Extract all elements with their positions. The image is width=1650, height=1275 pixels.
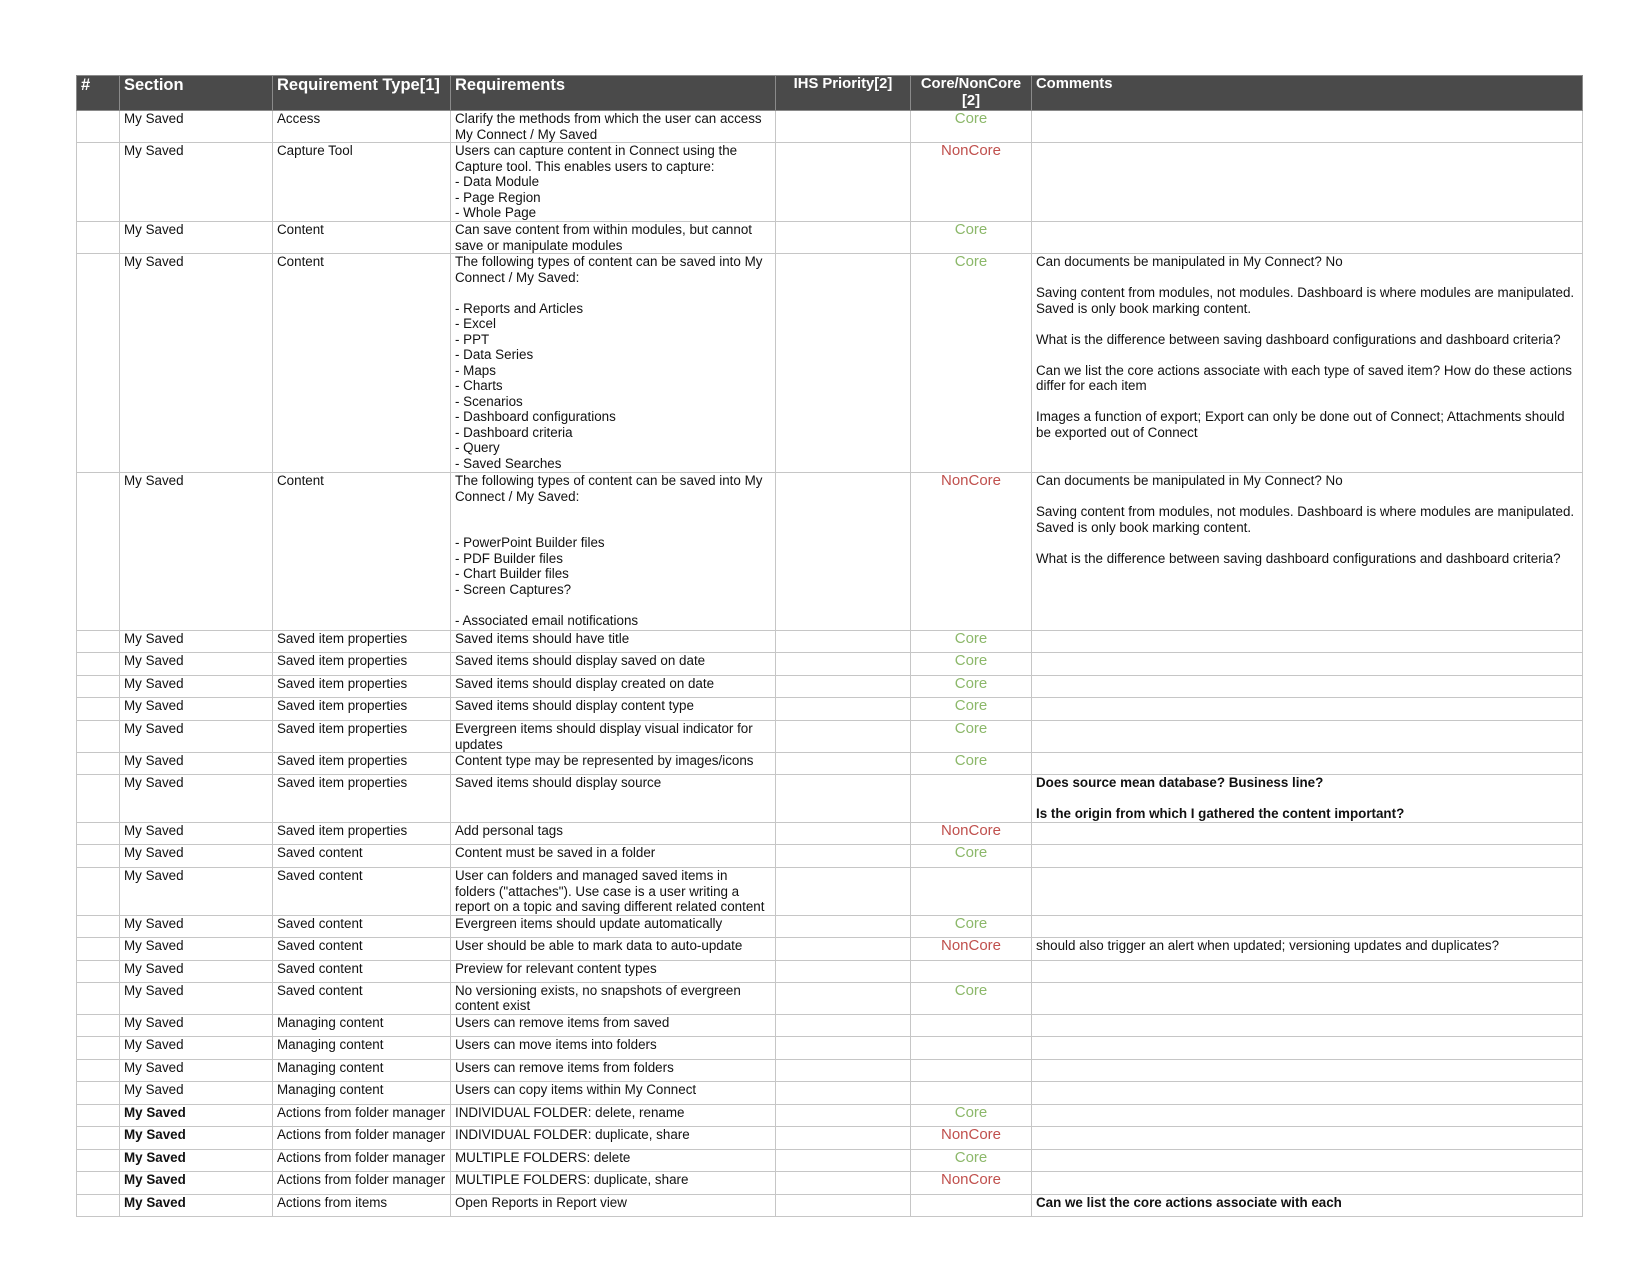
row-number-cell — [77, 254, 120, 473]
section-cell: My Saved — [120, 143, 273, 222]
ihs-priority-cell — [776, 775, 911, 823]
table-row — [77, 653, 1583, 676]
comments-cell — [1032, 111, 1583, 143]
requirement-type-cell: Actions from items — [273, 1194, 451, 1216]
ihs-priority-cell — [776, 473, 911, 631]
requirement-type-cell: Saved item properties — [273, 631, 451, 653]
table-row — [77, 960, 1583, 982]
requirement-type-cell: Saved content — [273, 982, 451, 1014]
section-cell: My Saved — [120, 1014, 273, 1036]
comments-cell: Does source mean database? Business line? Is the origin from which I gathered the content important? — [1032, 775, 1583, 823]
row-number-cell — [77, 1126, 120, 1149]
ihs-priority-cell — [776, 721, 911, 753]
ihs-priority-cell — [776, 868, 911, 916]
core-noncore-cell — [911, 1081, 1032, 1104]
requirement-cell: Saved items should display saved on date — [451, 653, 776, 676]
requirement-cell: Users can copy items within My Connect — [451, 1081, 776, 1104]
col-header-comments: Comments — [1032, 76, 1583, 111]
section-cell: My Saved — [120, 982, 273, 1014]
section-cell: My Saved — [120, 1081, 273, 1104]
requirement-cell: Evergreen items should update automatically — [451, 915, 776, 937]
core-noncore-cell — [911, 960, 1032, 982]
core-noncore-cell: Core — [911, 111, 1032, 143]
requirement-type-cell: Managing content — [273, 1059, 451, 1081]
core-noncore-cell: Core — [911, 222, 1032, 254]
core-noncore-cell: NonCore — [911, 1171, 1032, 1194]
section-cell: My Saved — [120, 1036, 273, 1059]
requirement-type-cell: Actions from folder manager — [273, 1126, 451, 1149]
requirement-cell: MULTIPLE FOLDERS: delete — [451, 1149, 776, 1171]
comments-cell: Can we list the core actions associate with each — [1032, 1194, 1583, 1216]
ihs-priority-cell — [776, 676, 911, 698]
comments-cell — [1032, 1149, 1583, 1171]
section-cell: My Saved — [120, 868, 273, 916]
row-number-cell — [77, 111, 120, 143]
row-number-cell — [77, 1171, 120, 1194]
core-noncore-cell: NonCore — [911, 823, 1032, 845]
col-header-section: Section — [120, 76, 273, 111]
table-row — [77, 1104, 1583, 1126]
requirement-type-cell: Content — [273, 222, 451, 254]
table-row — [77, 1014, 1583, 1036]
core-noncore-cell — [911, 775, 1032, 823]
section-cell: My Saved — [120, 960, 273, 982]
table-row — [77, 1126, 1583, 1149]
core-noncore-cell: Core — [911, 753, 1032, 775]
requirement-cell: No versioning exists, no snapshots of evergreen content exist — [451, 982, 776, 1014]
comments-cell: Can documents be manipulated in My Connect? No Saving content from modules, not modules. Dashboard is where modules are manipulated. Saved is only book marking content. What is the difference between saving dashboard configurations and dashboard criteria? — [1032, 473, 1583, 631]
ihs-priority-cell — [776, 111, 911, 143]
comments-cell — [1032, 915, 1583, 937]
row-number-cell — [77, 1104, 120, 1126]
table-row — [77, 1149, 1583, 1171]
ihs-priority-cell — [776, 960, 911, 982]
requirement-cell: Saved items should display created on date — [451, 676, 776, 698]
section-cell: My Saved — [120, 653, 273, 676]
ihs-priority-cell — [776, 698, 911, 721]
requirement-type-cell: Saved item properties — [273, 676, 451, 698]
ihs-priority-cell — [776, 254, 911, 473]
ihs-priority-cell — [776, 1194, 911, 1216]
section-cell: My Saved — [120, 1126, 273, 1149]
ihs-priority-cell — [776, 1014, 911, 1036]
ihs-priority-cell — [776, 1126, 911, 1149]
requirement-type-cell: Managing content — [273, 1014, 451, 1036]
row-number-cell — [77, 631, 120, 653]
requirement-type-cell: Access — [273, 111, 451, 143]
comments-cell — [1032, 1081, 1583, 1104]
section-cell: My Saved — [120, 775, 273, 823]
section-cell: My Saved — [120, 254, 273, 473]
core-noncore-cell: Core — [911, 254, 1032, 473]
section-cell: My Saved — [120, 676, 273, 698]
row-number-cell — [77, 1036, 120, 1059]
ihs-priority-cell — [776, 1171, 911, 1194]
section-cell: My Saved — [120, 823, 273, 845]
comments-cell — [1032, 982, 1583, 1014]
row-number-cell — [77, 676, 120, 698]
table-row — [77, 222, 1583, 254]
comments-cell — [1032, 753, 1583, 775]
row-number-cell — [77, 473, 120, 631]
col-header-ihs-priority: IHS Priority[2] — [776, 76, 911, 111]
section-cell: My Saved — [120, 915, 273, 937]
section-cell: My Saved — [120, 1171, 273, 1194]
requirement-type-cell: Saved content — [273, 845, 451, 868]
core-noncore-cell: Core — [911, 1104, 1032, 1126]
ihs-priority-cell — [776, 982, 911, 1014]
requirement-cell: Users can remove items from folders — [451, 1059, 776, 1081]
requirement-cell: The following types of content can be saved into My Connect / My Saved: - PowerPoint Builder files - PDF Builder files - Chart Builder files - Screen Captures? - Associated email notifications — [451, 473, 776, 631]
row-number-cell — [77, 1059, 120, 1081]
ihs-priority-cell — [776, 143, 911, 222]
requirement-cell: Saved items should display source — [451, 775, 776, 823]
comments-cell — [1032, 1104, 1583, 1126]
comments-cell — [1032, 845, 1583, 868]
row-number-cell — [77, 937, 120, 960]
core-noncore-cell: Core — [911, 698, 1032, 721]
requirement-cell: Saved items should have title — [451, 631, 776, 653]
ihs-priority-cell — [776, 937, 911, 960]
comments-cell — [1032, 1036, 1583, 1059]
comments-cell — [1032, 823, 1583, 845]
requirement-cell: INDIVIDUAL FOLDER: delete, rename — [451, 1104, 776, 1126]
comments-cell — [1032, 222, 1583, 254]
ihs-priority-cell — [776, 1081, 911, 1104]
core-noncore-cell: NonCore — [911, 473, 1032, 631]
requirement-cell: The following types of content can be saved into My Connect / My Saved: - Reports and Articles - Excel - PPT - Data Series - Maps - Charts - Scenarios - Dashboard configurations - Dashboard criteria - Query - Saved Searches — [451, 254, 776, 473]
requirement-cell: Clarify the methods from which the user can access My Connect / My Saved — [451, 111, 776, 143]
table-row — [77, 937, 1583, 960]
row-number-cell — [77, 143, 120, 222]
table-row — [77, 823, 1583, 845]
requirement-type-cell: Saved content — [273, 960, 451, 982]
row-number-cell — [77, 1014, 120, 1036]
table-row — [77, 111, 1583, 143]
row-number-cell — [77, 982, 120, 1014]
row-number-cell — [77, 823, 120, 845]
ihs-priority-cell — [776, 753, 911, 775]
comments-cell — [1032, 676, 1583, 698]
ihs-priority-cell — [776, 823, 911, 845]
requirement-cell: Users can capture content in Connect using the Capture tool. This enables users to capture: - Data Module - Page Region - Whole Page — [451, 143, 776, 222]
row-number-cell — [77, 775, 120, 823]
core-noncore-cell — [911, 1014, 1032, 1036]
ihs-priority-cell — [776, 845, 911, 868]
row-number-cell — [77, 960, 120, 982]
col-header-number: # — [77, 76, 120, 111]
table-row — [77, 473, 1583, 631]
table-row — [77, 698, 1583, 721]
core-noncore-cell — [911, 868, 1032, 916]
comments-cell — [1032, 960, 1583, 982]
requirement-type-cell: Saved item properties — [273, 775, 451, 823]
table-row — [77, 1171, 1583, 1194]
section-cell: My Saved — [120, 721, 273, 753]
core-noncore-cell: NonCore — [911, 1126, 1032, 1149]
ihs-priority-cell — [776, 1059, 911, 1081]
requirement-type-cell: Managing content — [273, 1036, 451, 1059]
requirement-cell: User can folders and managed saved items in folders ("attaches"). Use case is a user writing a report on a topic and saving different related content — [451, 868, 776, 916]
requirement-cell: Add personal tags — [451, 823, 776, 845]
requirement-cell: MULTIPLE FOLDERS: duplicate, share — [451, 1171, 776, 1194]
requirement-type-cell: Saved item properties — [273, 753, 451, 775]
requirement-type-cell: Actions from folder manager — [273, 1171, 451, 1194]
requirement-cell: Preview for relevant content types — [451, 960, 776, 982]
table-row — [77, 1194, 1583, 1216]
comments-cell — [1032, 631, 1583, 653]
requirement-cell: User should be able to mark data to auto-update — [451, 937, 776, 960]
comments-cell: should also trigger an alert when updated; versioning updates and duplicates? — [1032, 937, 1583, 960]
section-cell: My Saved — [120, 1104, 273, 1126]
ihs-priority-cell — [776, 1104, 911, 1126]
core-noncore-cell — [911, 1036, 1032, 1059]
table-row — [77, 676, 1583, 698]
comments-cell — [1032, 143, 1583, 222]
core-noncore-cell: Core — [911, 721, 1032, 753]
section-cell: My Saved — [120, 1149, 273, 1171]
core-noncore-cell — [911, 1059, 1032, 1081]
section-cell: My Saved — [120, 1059, 273, 1081]
table-row — [77, 753, 1583, 775]
core-noncore-cell: Core — [911, 676, 1032, 698]
table-row — [77, 143, 1583, 222]
row-number-cell — [77, 1149, 120, 1171]
header-row — [77, 76, 1583, 111]
requirement-cell: Saved items should display content type — [451, 698, 776, 721]
ihs-priority-cell — [776, 915, 911, 937]
section-cell: My Saved — [120, 845, 273, 868]
row-number-cell — [77, 753, 120, 775]
table-row — [77, 775, 1583, 823]
core-noncore-cell: Core — [911, 982, 1032, 1014]
table-row — [77, 1036, 1583, 1059]
requirement-cell: Can save content from within modules, but cannot save or manipulate modules — [451, 222, 776, 254]
row-number-cell — [77, 698, 120, 721]
comments-cell — [1032, 653, 1583, 676]
requirement-cell: Content must be saved in a folder — [451, 845, 776, 868]
row-number-cell — [77, 915, 120, 937]
comments-cell — [1032, 868, 1583, 916]
col-header-requirement-type: Requirement Type[1] — [273, 76, 451, 111]
row-number-cell — [77, 1194, 120, 1216]
requirement-cell: INDIVIDUAL FOLDER: duplicate, share — [451, 1126, 776, 1149]
requirement-type-cell: Managing content — [273, 1081, 451, 1104]
section-cell: My Saved — [120, 698, 273, 721]
table-row — [77, 721, 1583, 753]
requirement-cell: Users can remove items from saved — [451, 1014, 776, 1036]
core-noncore-cell — [911, 1194, 1032, 1216]
section-cell: My Saved — [120, 222, 273, 254]
requirements-table — [76, 75, 1583, 1217]
row-number-cell — [77, 222, 120, 254]
table-row — [77, 915, 1583, 937]
requirement-type-cell: Saved content — [273, 868, 451, 916]
col-header-core-noncore: Core/NonCore [2] — [911, 76, 1032, 111]
requirement-type-cell: Capture Tool — [273, 143, 451, 222]
table-row — [77, 982, 1583, 1014]
comments-cell — [1032, 1126, 1583, 1149]
table-row — [77, 254, 1583, 473]
table-row — [77, 845, 1583, 868]
ihs-priority-cell — [776, 1149, 911, 1171]
comments-cell — [1032, 721, 1583, 753]
section-cell: My Saved — [120, 631, 273, 653]
table-row — [77, 631, 1583, 653]
ihs-priority-cell — [776, 631, 911, 653]
requirement-cell: Open Reports in Report view — [451, 1194, 776, 1216]
table-row — [77, 1059, 1583, 1081]
requirement-type-cell: Saved item properties — [273, 721, 451, 753]
row-number-cell — [77, 653, 120, 676]
requirement-type-cell: Saved item properties — [273, 698, 451, 721]
core-noncore-cell: NonCore — [911, 143, 1032, 222]
requirement-type-cell: Saved content — [273, 915, 451, 937]
section-cell: My Saved — [120, 937, 273, 960]
requirement-type-cell: Saved item properties — [273, 653, 451, 676]
requirement-type-cell: Content — [273, 254, 451, 473]
row-number-cell — [77, 1081, 120, 1104]
core-noncore-cell: Core — [911, 845, 1032, 868]
comments-cell: Can documents be manipulated in My Connect? No Saving content from modules, not modules. Dashboard is where modules are manipulated. Saved is only book marking content. What is the difference between saving dashboard configurations and dashboard criteria? Can we list the core actions associate with each type of saved item? How do these actions differ for each item Images a function of export; Export can only be done out of Connect; Attachments should be exported out of Connect — [1032, 254, 1583, 473]
requirement-cell: Evergreen items should display visual indicator for updates — [451, 721, 776, 753]
core-noncore-cell: Core — [911, 631, 1032, 653]
requirement-type-cell: Saved item properties — [273, 823, 451, 845]
core-noncore-cell: Core — [911, 1149, 1032, 1171]
ihs-priority-cell — [776, 1036, 911, 1059]
section-cell: My Saved — [120, 111, 273, 143]
comments-cell — [1032, 1171, 1583, 1194]
requirement-type-cell: Saved content — [273, 937, 451, 960]
core-noncore-cell: Core — [911, 653, 1032, 676]
requirement-type-cell: Actions from folder manager — [273, 1104, 451, 1126]
row-number-cell — [77, 845, 120, 868]
section-cell: My Saved — [120, 753, 273, 775]
comments-cell — [1032, 698, 1583, 721]
comments-cell — [1032, 1014, 1583, 1036]
table-row — [77, 1081, 1583, 1104]
requirement-cell: Users can move items into folders — [451, 1036, 776, 1059]
core-noncore-cell: NonCore — [911, 937, 1032, 960]
table-row — [77, 868, 1583, 916]
comments-cell — [1032, 1059, 1583, 1081]
core-noncore-cell: Core — [911, 915, 1032, 937]
col-header-requirements: Requirements — [451, 76, 776, 111]
requirement-cell: Content type may be represented by images/icons — [451, 753, 776, 775]
requirement-type-cell: Content — [273, 473, 451, 631]
ihs-priority-cell — [776, 653, 911, 676]
row-number-cell — [77, 868, 120, 916]
section-cell: My Saved — [120, 1194, 273, 1216]
row-number-cell — [77, 721, 120, 753]
requirement-type-cell: Actions from folder manager — [273, 1149, 451, 1171]
section-cell: My Saved — [120, 473, 273, 631]
ihs-priority-cell — [776, 222, 911, 254]
